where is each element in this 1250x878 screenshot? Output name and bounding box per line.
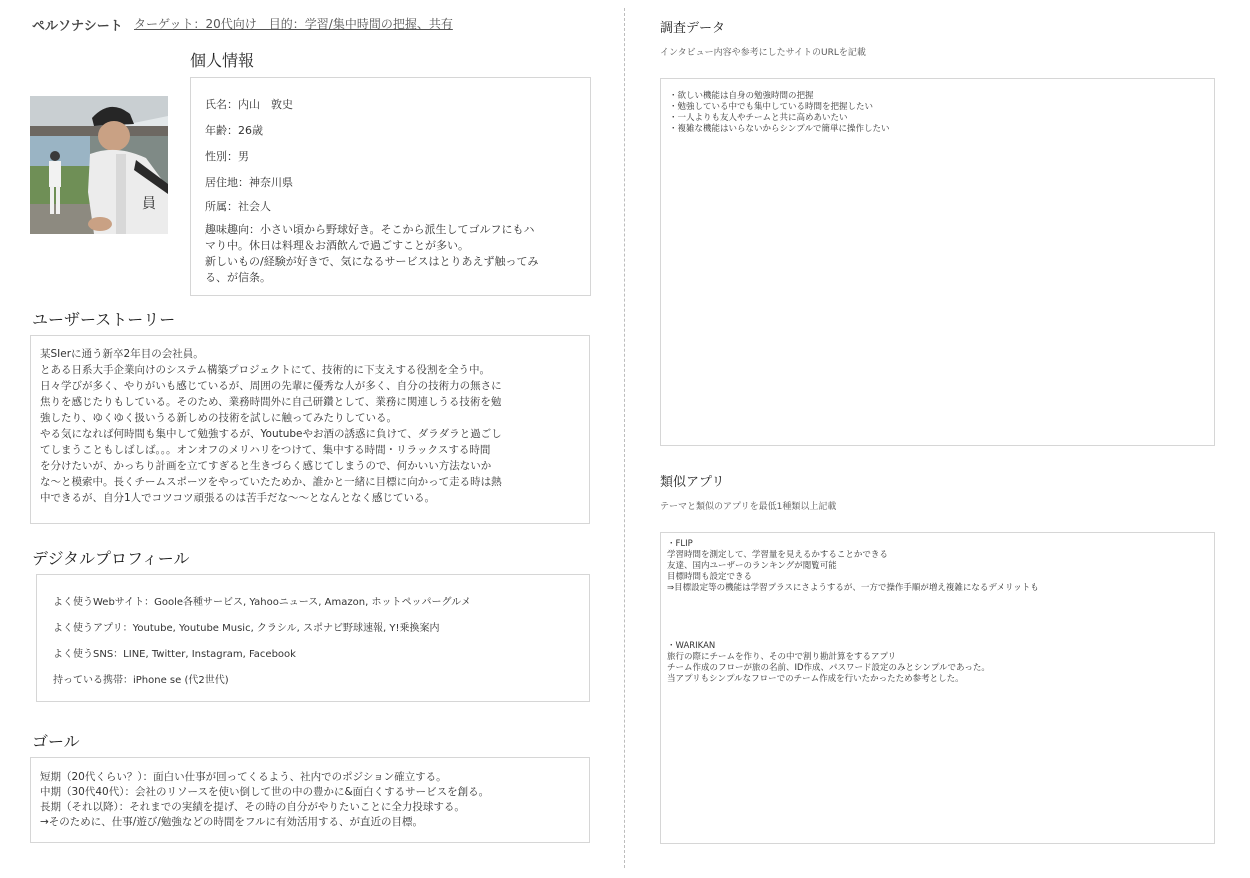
user-story-box [30, 335, 590, 524]
research-text [669, 91, 889, 135]
research-box [660, 78, 1215, 446]
similar-app-line: 旅行の際にチームを作り、その中で割り勘計算をするアプリ [667, 652, 897, 662]
goal-line: 中期（30代40代）：会社のリソースを使い倒して世の中の豊かに&面白くするサービスを創る。 [40, 786, 490, 798]
persona-photo [30, 96, 168, 234]
similar-app-line: 当アプリもシンプルなフローでのチーム作成を行いたかったため参考とした。 [667, 674, 964, 684]
profile-apps: よく使うアプリ：Youtube, Youtube Music, クラシル, スポナビ野球速報, Y!乗換案内 [53, 623, 440, 634]
goal-text [40, 770, 489, 830]
similar-app-line: ⇒目標設定等の機能は学習プラスにさようするが、一方で操作手順が増え複雑になるデメリットも [667, 583, 1039, 593]
user-story-line: 中できるが、自分1人でコツコツ頑張るのは苦手だな～～となんとなく感じている。 [40, 492, 435, 504]
user-story-line: 強したり、ゆくゆく扱いうる新しめの技術を試しに触ってみたりしている。 [40, 412, 397, 424]
personal-info-box [190, 77, 591, 296]
user-story-line: やる気になれば何時間も集中して勉強するが、Youtubeやお酒の誘惑に負けて、ダラダラと過ごし [40, 428, 502, 440]
hobby-text [205, 222, 577, 286]
similar-apps-heading: 類似アプリ [660, 475, 725, 490]
user-story-line: を分けたいが、かっちり計画を立てすぎると生きづらく感じてしまうので、何かいい方法ないか [40, 460, 492, 472]
research-line: ・複雑な機能はいらないからシンプルで簡単に操作したい [669, 124, 890, 134]
similar-app-line: 学習時間を測定して、学習量を見えるかすることかできる [667, 550, 888, 560]
digital-profile-box [36, 574, 590, 702]
profile-phone: 持っている携帯：iPhone se (代2世代) [53, 675, 229, 686]
similar-apps-description: テーマと類似のアプリを最低1種類以上記載 [660, 502, 837, 512]
user-story-line: 某SIerに通う新卒2年目の会社員。 [40, 348, 204, 360]
user-story-line: 焦りを感じたりもしている。そのため、業務時間外に自己研鑽として、業務に関連しうる技術を勉 [40, 396, 502, 408]
user-story-line: な～と模索中。長くチームスポーツをやっていたためか、誰かと一緒に目標に向かって走る時は熱 [40, 476, 502, 488]
goal-box [30, 757, 590, 843]
personal-info-heading: 個人情報 [190, 51, 255, 70]
similar-app-line: ・WARIKAN [667, 641, 716, 651]
user-story-line: てしまうこともしばしば。。。オンオフのメリハリをつけて、集中する時間・リラックスする時間 [40, 444, 491, 456]
svg-text:員: 員 [142, 196, 156, 212]
research-line: ・一人よりも友人やチームと共に高めあいたい [669, 113, 848, 123]
user-story-line: 日々学びが多く、やりがいも感じているが、周囲の先輩に優秀な人が多く、自分の技術力の無さに [40, 380, 502, 392]
goal-line: →そのために、仕事/遊び/勉強などの時間をフルに有効活用する、が直近の目標。 [40, 816, 423, 828]
name-field: 氏名：内山 敦史 [205, 98, 293, 111]
similar-app-line: 友達、国内ユーザーのランキングが閲覧可能 [667, 561, 837, 571]
similar-app-line: ・FLIP [667, 539, 693, 549]
hobby-line: る、が信条。 [205, 271, 271, 284]
research-description: インタビュー内容や参考にしたサイトのURLを記載 [660, 48, 866, 58]
profile-sns: よく使うSNS：LINE, Twitter, Instagram, Facebook [53, 649, 296, 660]
gender-field: 性別：男 [205, 150, 249, 163]
digital-profile-heading: デジタルプロフィール [32, 549, 190, 568]
research-line: ・欲しい機能は自身の勉強時間の把握 [669, 91, 814, 101]
user-story-line: とある日系大手企業向けのシステム構築プロジェクトにて、技術的に下支えする役割を全う中。 [40, 364, 491, 376]
similar-app-warikan [667, 641, 990, 685]
residence-field: 居住地：神奈川県 [205, 176, 293, 189]
research-line: ・勉強している中でも集中している時間を把握したい [669, 102, 874, 112]
user-story-text [40, 346, 502, 506]
age-field: 年齢：26歳 [205, 124, 263, 137]
hobby-line: マり中。休日は料理＆お酒飲んで過ごすことが多い。 [205, 239, 469, 252]
similar-app-line: チーム作成のフローが旅の名前、ID作成、パスワード設定のみとシンプルであった。 [667, 663, 990, 673]
goal-heading: ゴール [32, 732, 80, 751]
user-story-heading: ユーザーストーリー [32, 310, 176, 329]
similar-app-flip [667, 539, 1039, 594]
hobby-line: 趣味趣向：小さい頃から野球好き。そこから派生してゴルフにもハ [205, 223, 535, 236]
profile-websites: よく使うWebサイト：Goole各種サービス, Yahooニュース, Amazon, ホットペッパーグルメ [53, 597, 471, 608]
affiliation-field: 所属：社会人 [205, 200, 271, 213]
research-heading: 調査データ [660, 21, 726, 36]
similar-apps-box [660, 532, 1215, 844]
similar-app-line: 目標時間も設定できる [667, 572, 753, 582]
goal-line: 長期（それ以降）：それまでの実績を提げ、その時の自分がやりたいことに全力投球する。 [40, 801, 465, 813]
hobby-line: 新しいもの/経験が好きで、気になるサービスはとりあえず触ってみ [205, 255, 539, 268]
persona-target-subtitle: ターゲット：20代向け 目的：学習/集中時間の把握、共有 [134, 17, 453, 31]
column-divider [624, 8, 625, 868]
persona-sheet-title: ペルソナシート [32, 19, 123, 34]
goal-line: 短期（20代くらい？）：面白い仕事が回ってくるよう、社内でのポジション確立する。 [40, 771, 447, 783]
